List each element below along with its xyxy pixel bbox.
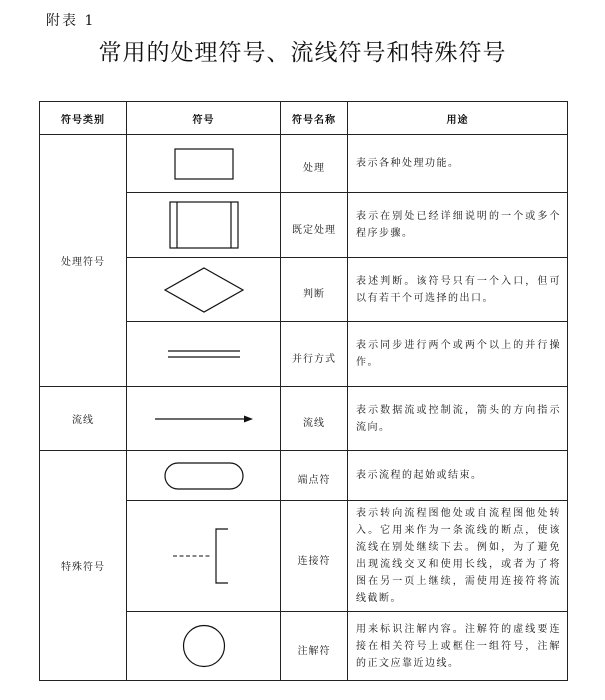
symbol-name: 流线 <box>281 387 348 451</box>
process-rectangle-icon <box>174 148 234 180</box>
parallel-mode-symbol <box>127 322 281 387</box>
symbol-use: 表示数据流或控制流，箭头的方向指示流向。 <box>348 387 568 451</box>
table-row <box>40 451 568 501</box>
connector-symbol <box>127 501 281 612</box>
page-title: 常用的处理符号、流线符号和特殊符号 <box>98 40 507 66</box>
header-symbol-name: 符号名称 <box>281 102 348 135</box>
table-header-row <box>40 102 568 135</box>
symbol-name: 并行方式 <box>281 322 348 387</box>
category-flowline: 流线 <box>40 387 127 451</box>
symbol-name: 注解符 <box>281 612 348 681</box>
symbol-name: 判断 <box>281 258 348 322</box>
terminator-symbol <box>127 451 281 501</box>
symbols-table <box>39 101 568 681</box>
circle-annotation-icon <box>182 624 226 668</box>
decision-symbol <box>127 258 281 322</box>
annotation-symbol <box>127 612 281 681</box>
header-category: 符号类别 <box>40 102 127 135</box>
terminator-icon <box>164 462 244 490</box>
table-row <box>40 387 568 451</box>
table-row <box>40 135 568 193</box>
category-special: 特殊符号 <box>40 451 127 681</box>
connector-icon <box>172 528 236 584</box>
symbol-use: 表示流程的起始或结束。 <box>348 451 568 501</box>
decision-diamond-icon <box>164 267 244 313</box>
symbol-use: 用来标识注解内容。注解符的虚线要连接在相关符号上或框住一组符号，注解的正文应靠近边线。 <box>348 612 568 681</box>
predefined-process-symbol <box>127 193 281 258</box>
symbol-use: 表示转向流程图他处或自流程图他处转入。它用来作为一条流线的断点，使该流线在别处继续下去。例如，为了避免出现流线交叉和使用长线，或者为了将图在另一页上继续，需使用连接符将流线截断。 <box>348 501 568 612</box>
predefined-process-icon <box>169 201 239 249</box>
symbol-use: 表述判断。该符号只有一个入口，但可以有若干个可选择的出口。 <box>348 258 568 322</box>
symbol-use: 表示在别处已经详细说明的一个或多个程序步骤。 <box>348 193 568 258</box>
arrow-right-icon <box>154 414 254 424</box>
header-purpose: 用途 <box>348 102 568 135</box>
flowline-symbol <box>127 387 281 451</box>
symbol-use: 表示同步进行两个或两个以上的并行操作。 <box>348 322 568 387</box>
symbol-use: 表示各种处理功能。 <box>348 135 568 193</box>
symbol-name: 既定处理 <box>281 193 348 258</box>
parallel-lines-icon <box>167 348 241 360</box>
header-symbol: 符号 <box>127 102 281 135</box>
symbol-name: 处理 <box>281 135 348 193</box>
process-symbol <box>127 135 281 193</box>
appendix-label: 附表 1 <box>46 13 96 29</box>
symbol-name: 端点符 <box>281 451 348 501</box>
symbol-name: 连接符 <box>281 501 348 612</box>
category-processing: 处理符号 <box>40 135 127 387</box>
